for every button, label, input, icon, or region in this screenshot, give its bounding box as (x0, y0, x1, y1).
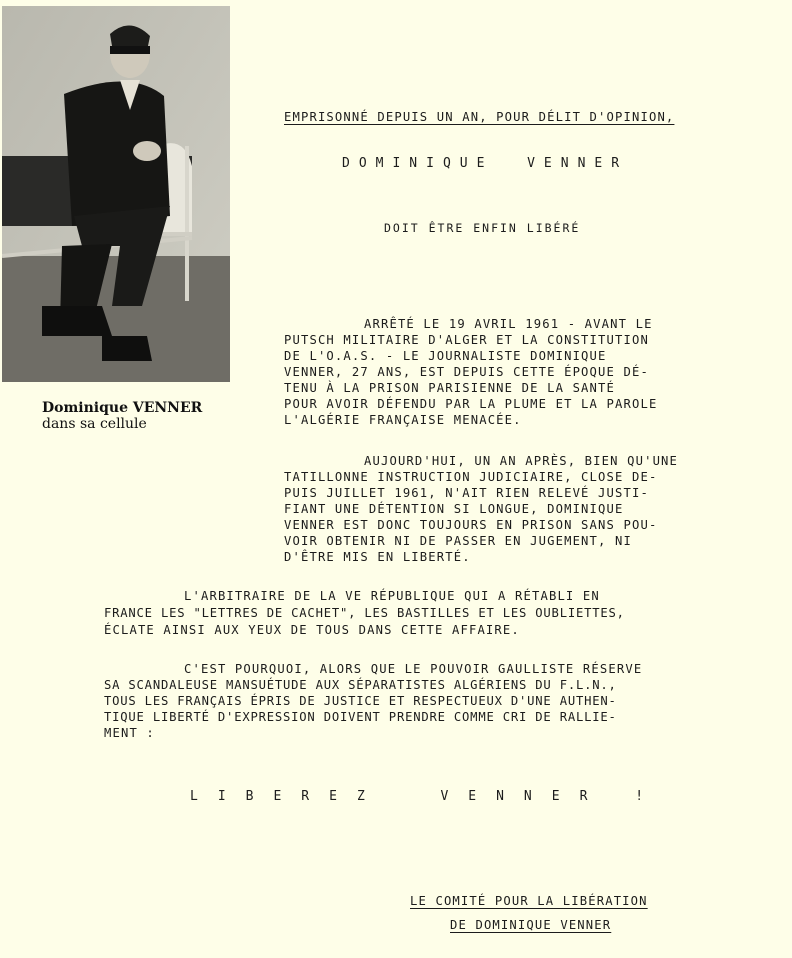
para3-line: L'ARBITRAIRE DE LA VE RÉPUBLIQUE QUI A RÉTABLI EN (184, 589, 600, 603)
para2-line: VOIR OBTENIR NI DE PASSER EN JUGEMENT, NI (284, 534, 632, 548)
para2-line: AUJOURD'HUI, UN AN APRÈS, BIEN QU'UNE (364, 454, 679, 468)
para4-line: C'EST POURQUOI, ALORS QUE LE POUVOIR GAULLISTE RÉSERVE (184, 662, 643, 676)
para4-line: TOUS LES FRANÇAIS ÉPRIS DE JUSTICE ET RESPECTUEUX D'UNE AUTHEN- (104, 694, 617, 708)
prisoner-photo (2, 6, 230, 382)
para1-line: TENU À LA PRISON PARISIENNE DE LA SANTÉ (284, 381, 616, 395)
photo-caption (42, 400, 202, 432)
para3-line: ÉCLATE AINSI AUX YEUX DE TOUS DANS CETTE AFFAIRE. (104, 623, 520, 637)
para2-line: TATILLONNE INSTRUCTION JUDICIAIRE, CLOSE DE- (284, 470, 658, 484)
caption-name: Dominique VENNER (42, 400, 203, 416)
para1-line: POUR AVOIR DÉFENDU PAR LA PLUME ET LA PAROLE (284, 397, 658, 411)
para2-line: D'ÊTRE MIS EN LIBERTÉ. (284, 550, 471, 564)
signature-line1: LE COMITÉ POUR LA LIBÉRATION (410, 894, 648, 908)
para2-line: PUIS JUILLET 1961, N'AIT RIEN RELEVÉ JUSTI- (284, 486, 649, 500)
header-line: EMPRISONNÉ DEPUIS UN AN, POUR DÉLIT D'OPINION, (284, 110, 675, 124)
para1-line: PUTSCH MILITAIRE D'ALGER ET LA CONSTITUTION (284, 333, 649, 347)
header-name: DOMINIQUE VENNER (342, 156, 629, 171)
header-liberation: DOIT ÊTRE ENFIN LIBÉRÉ (384, 221, 581, 235)
para4-line: MENT : (104, 726, 155, 740)
para1-line: VENNER, 27 ANS, EST DEPUIS CETTE ÉPOQUE DÉ- (284, 365, 649, 379)
para2-line: FIANT UNE DÉTENTION SI LONGUE, DOMINIQUE (284, 502, 624, 516)
para2-line: VENNER EST DONC TOUJOURS EN PRISON SANS POU- (284, 518, 658, 532)
para1-line: L'ALGÉRIE FRANÇAISE MENACÉE. (284, 413, 522, 427)
para4-line: TIQUE LIBERTÉ D'EXPRESSION DOIVENT PRENDRE COMME CRI DE RALLIE- (104, 710, 617, 724)
signature-line2: DE DOMINIQUE VENNER (450, 918, 612, 932)
para1-line: DE L'O.A.S. - LE JOURNALISTE DOMINIQUE (284, 349, 607, 363)
slogan: LIBEREZ VENNER ! (190, 789, 664, 804)
photo-illustration (2, 6, 230, 382)
para3-line: FRANCE LES "LETTRES DE CACHET", LES BASTILLES ET LES OUBLIETTES, (104, 606, 625, 620)
para4-line: SA SCANDALEUSE MANSUÉTUDE AUX SÉPARATISTES ALGÉRIENS DU F.L.N., (104, 678, 617, 692)
para1-line: ARRÊTÉ LE 19 AVRIL 1961 - AVANT LE (364, 317, 653, 331)
caption-place: dans sa cellule (42, 416, 147, 432)
